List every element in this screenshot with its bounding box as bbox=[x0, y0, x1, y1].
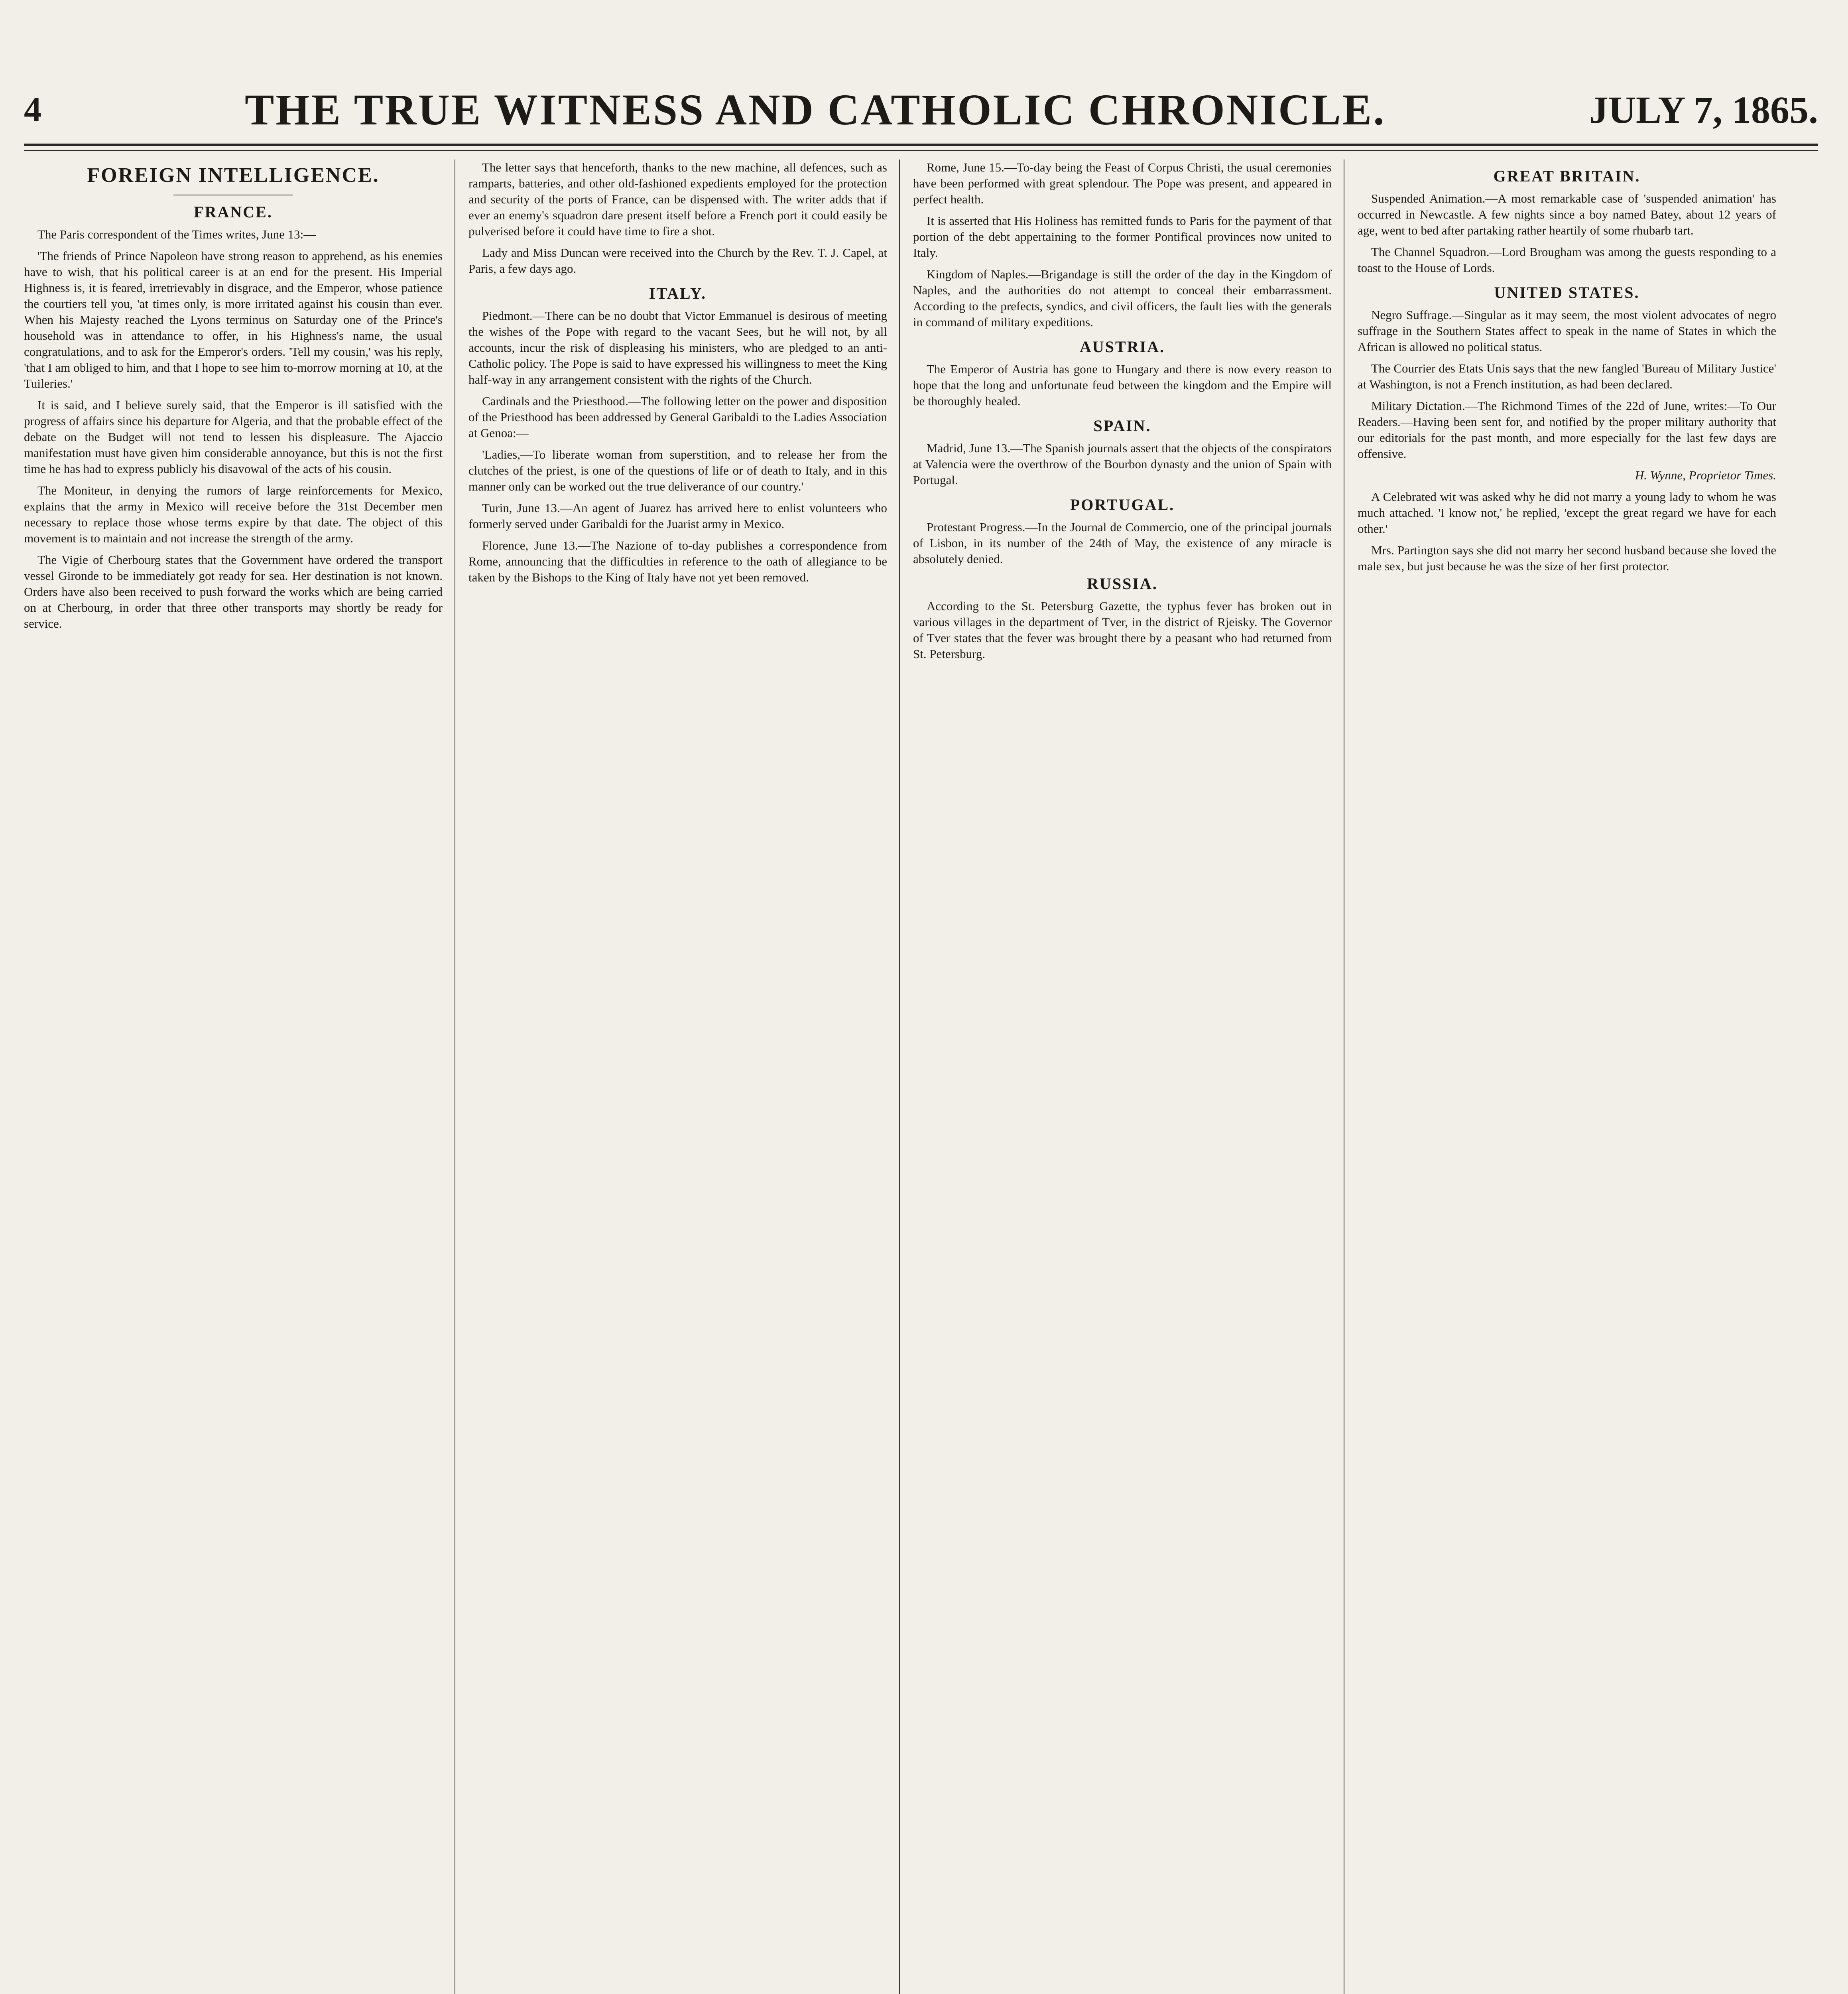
column-3 bbox=[913, 160, 1332, 1994]
masthead-rule bbox=[24, 144, 1818, 146]
article-paragraph: The Channel Squadron.—Lord Brougham was among the guests responding to a toast to the House of Lords. bbox=[1358, 245, 1776, 275]
article-paragraph: 'The friends of Prince Napoleon have strong reason to apprehend, as his enemies have to wish, that his political career is at an end for the present. His Imperial Highness is, it is feared, irretrievably in disgrace, and the Emperor, whose patience the courtiers tell you, 'at times only, is more irritated against his cousin than ever. When his Majesty reached the Lyons terminus on Saturday one of the Prince's household was in attendance to offer, in his Highness's name, the usual congratulations, and to ask for the Emperor's orders. 'Tell my cousin,' was his reply, 'that I am obliged to him, and that I hope to see him to-morrow morning at 10, at the Tuileries.' bbox=[24, 249, 443, 390]
section-heading: FOREIGN INTELLIGENCE. bbox=[87, 164, 380, 187]
article-paragraph: The Vigie of Cherbourg states that the Government have ordered the transport vessel Gironde to be immediately got ready for sea. Her destination is not known. Orders have also been received to push forward the works which are being carried on at Cherbourg, in order that three other transports may shortly be ready for service. bbox=[24, 553, 443, 631]
article-paragraph: It is said, and I believe surely said, that the Emperor is ill satisfied with the progress of affairs since his departure for Algeria, and that the probable effect of the debate on the Budget will not tend to lessen his displeasure. The Ajaccio manifestation must have given him considerable annoyance, but this is not the first time he has had to express publicly his disavowal of the acts of his cousin. bbox=[24, 398, 443, 476]
page-number: 4 bbox=[24, 90, 41, 129]
article-paragraph: Military Dictation.—The Richmond Times of the 22d of June, writes:—To Our Readers.—Having been sent for, and notified by the proper military authority that our editorials for the past month, and more especially for the last few days are offensive. bbox=[1358, 399, 1776, 461]
signature: H. Wynne, Proprietor Times. bbox=[1635, 468, 1776, 482]
article-paragraph: Negro Suffrage.—Singular as it may seem, the most violent advocates of negro suffrage in the Southern States affect to speak in the name of States in which the African is allowed no political status. bbox=[1358, 308, 1776, 354]
column-4 bbox=[1358, 160, 1776, 1994]
issue-date: JULY 7, 1865. bbox=[1589, 88, 1818, 131]
article-paragraph: Protestant Progress.—In the Journal de Commercio, one of the principal journals of Lisbon, in its number of the 24th of May, the existence of any miracle is absolutely denied. bbox=[913, 520, 1332, 566]
article-paragraph: The Moniteur, in denying the rumors of large reinforcements for Mexico, explains that the army in Mexico will receive before the 31st December men necessary to replace those whose terms expire by that date. The object of this movement is to maintain and not increase the strength of the army. bbox=[24, 483, 443, 545]
article-paragraph: 'Ladies,—To liberate woman from superstition, and to release her from the clutches of the priest, is one of the questions of life or of death to Italy, and in this manner only can be worked out the true deliverance of our country.' bbox=[468, 447, 887, 493]
article-paragraph: The Paris correspondent of the Times writes, June 13:— bbox=[37, 227, 316, 241]
article-paragraph: It is asserted that His Holiness has remitted funds to Paris for the payment of that portion of the debt appertaining to the former Pontifical provinces now united to Italy. bbox=[913, 214, 1332, 260]
masthead bbox=[24, 80, 1818, 140]
heading-portugal: PORTUGAL. bbox=[1070, 496, 1175, 514]
masthead-rule-thin bbox=[24, 150, 1818, 151]
heading-great-britain: GREAT BRITAIN. bbox=[1493, 167, 1641, 185]
article-paragraph: Cardinals and the Priesthood.—The following letter on the power and disposition of the Priesthood has been addressed by General Garibaldi to the Ladies Association at Genoa:— bbox=[468, 394, 887, 440]
article-paragraph: Madrid, June 13.—The Spanish journals assert that the objects of the conspirators at Valencia were the overthrow of the Bourbon dynasty and the union of Spain with Portugal. bbox=[913, 441, 1332, 487]
article-paragraph: Florence, June 13.—The Nazione of to-day publishes a correspondence from Rome, announcing that the difficulties in reference to the oath of allegiance to be taken by the Bishops to the King of Italy have not yet been removed. bbox=[468, 538, 887, 584]
article-paragraph: The Emperor of Austria has gone to Hungary and there is now every reason to hope that the long and unfortunate feud between the kingdom and the Empire will be thoroughly healed. bbox=[913, 362, 1332, 408]
heading-austria: AUSTRIA. bbox=[1079, 338, 1165, 356]
article-paragraph: Rome, June 15.—To-day being the Feast of Corpus Christi, the usual ceremonies have been performed with great splendour. The Pope was present, and appeared in perfect health. bbox=[913, 160, 1332, 206]
heading-russia: RUSSIA. bbox=[1087, 575, 1158, 593]
article-paragraph: Lady and Miss Duncan were received into the Church by the Rev. T. J. Capel, at Paris, a few days ago. bbox=[468, 246, 887, 276]
article-paragraph: Piedmont.—There can be no doubt that Victor Emmanuel is desirous of meeting the wishes of the Pope with regard to the vacant Sees, but he will not, by all accounts, incur the risk of displeasing his ministers, who are pledged to an anti-Catholic policy. The Pope is said to have expressed his willingness to meet the King half-way in any arrangement consistent with the rights of the Church. bbox=[468, 309, 887, 386]
article-paragraph: Kingdom of Naples.—Brigandage is still the order of the day in the Kingdom of Naples, and the authorities do not attempt to conceal their embarrassment. According to the prefects, syndics, and civil officers, the fault lies with the generals in command of military expeditions. bbox=[913, 267, 1332, 329]
article-paragraph: The Courrier des Etats Unis says that the new fangled 'Bureau of Military Justice' at Washington, is not a French institution, as had been declared. bbox=[1358, 361, 1776, 391]
column-2 bbox=[468, 160, 887, 1994]
column-1 bbox=[24, 160, 443, 1994]
heading-italy: ITALY. bbox=[649, 284, 707, 302]
article-paragraph: A Celebrated wit was asked why he did not marry a young lady to whom he was much attached. 'I know not,' he replied, 'except the great regard we have for each other.' bbox=[1358, 490, 1776, 536]
column-divider bbox=[899, 160, 900, 1994]
heading-united-states: UNITED STATES. bbox=[1494, 284, 1640, 301]
article-paragraph: Suspended Animation.—A most remarkable case of 'suspended animation' has occurred in Newcastle. A few nights since a boy named Batey, about 12 years of age, went to bed after partaking rather heartily of some rhubarb tart. bbox=[1358, 191, 1776, 237]
article-paragraph: Mrs. Partington says she did not marry her second husband because she loved the male sex, but just because he was the size of her first protector. bbox=[1358, 543, 1776, 573]
heading-spain: SPAIN. bbox=[1093, 417, 1151, 435]
article-paragraph: The letter says that henceforth, thanks to the new machine, all defences, such as ramparts, batteries, and other old-fashioned expedients employed for the protection and security of the ports of France, can be dispensed with. The writer adds that if ever an enemy's squadron dare present itself before a French port it could easily be pulverised before it could have time to fire a shot. bbox=[468, 160, 887, 238]
article-paragraph: Turin, June 13.—An agent of Juarez has arrived here to enlist volunteers who formerly served under Garibaldi for the Juarist army in Mexico. bbox=[468, 501, 887, 531]
heading-france: FRANCE. bbox=[194, 203, 273, 221]
newspaper-title: THE TRUE WITNESS AND CATHOLIC CHRONICLE. bbox=[244, 85, 1386, 134]
article-paragraph: According to the St. Petersburg Gazette, the typhus fever has broken out in various villages in the department of Tver, in the district of Rjeisky. The Governor of Tver states that the fever was brought there by a peasant who had returned from St. Petersburg. bbox=[913, 599, 1332, 661]
